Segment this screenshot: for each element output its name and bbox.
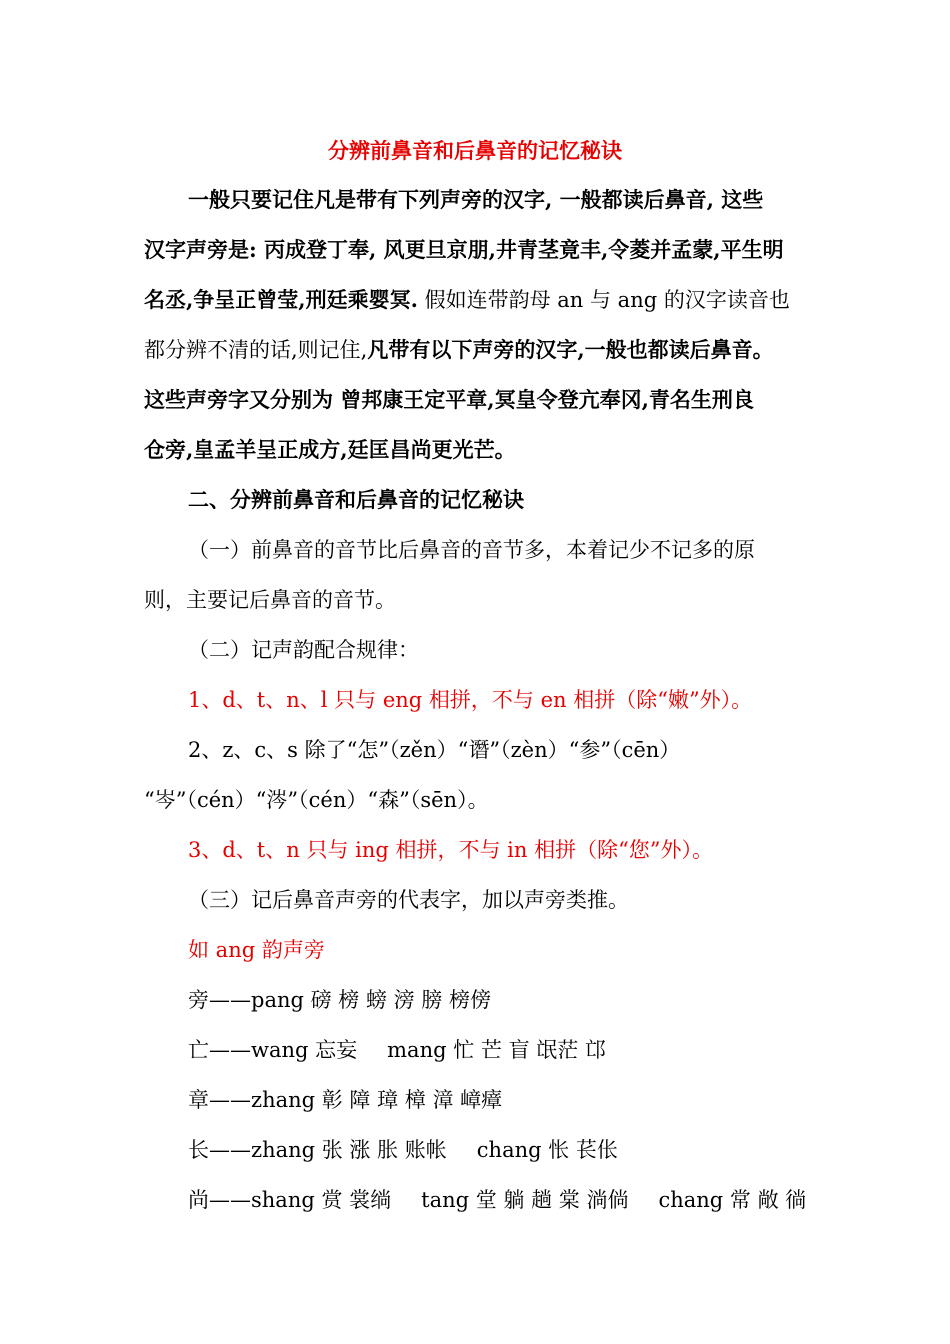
ang-heading: 如 ang 韵声旁 [188,938,325,962]
intro-line-4 [144,332,774,368]
row-shang-part-2: tang 堂 躺 趟 棠 淌倘 [421,1188,629,1212]
intro-line-3 [144,282,790,318]
rule-2-line-1: 2、z、c、s 除了“怎”（zěn）“谮”（zèn）“参”（cēn） [188,738,681,762]
row-shang-part-1: 尚——shang 赏 裳绱 [188,1188,392,1212]
intro-line-4-normal: 都分辨不清的话,则记住, [144,338,368,362]
rule-2-line-2: “岑”（cén）“涔”（cén）“森”（sēn）。 [144,788,489,812]
intro-line-3-bold: 名丞,争呈正曾莹,刑廷乘婴冥. [144,287,418,312]
rule-1: 1、d、t、n、l 只与 eng 相拼，不与 en 相拼（除“嫩”外）。 [188,688,753,712]
row-zhang-2 [188,1132,618,1168]
row-wang-part-1: 亡——wang 忘妄 [188,1038,358,1062]
row-pang: 旁——pang 磅 榜 螃 滂 膀 榜傍 [188,988,491,1012]
rule-3: 3、d、t、n 只与 ing 相拼，不与 in 相拼（除“您”外）。 [188,838,714,862]
paragraph-1-line-1: （一）前鼻音的音节比后鼻音的音节多，本着记少不记多的原 [188,538,755,562]
row-shang-part-3: chang 常 敞 徜 [658,1188,807,1212]
row-shang [188,1182,806,1218]
row-zhang-2-part-1: 长——zhang 张 涨 胀 账帐 [188,1138,447,1162]
intro-line-1: 一般只要记住凡是带有下列声旁的汉字, 一般都读后鼻音, 这些 [188,187,764,212]
row-zhang-1: 章——zhang 彰 障 璋 樟 漳 嶂瘴 [188,1088,503,1112]
document-title: 分辨前鼻音和后鼻音的记忆秘诀 [328,138,622,163]
paragraph-2: （二）记声韵配合规律： [188,638,419,662]
paragraph-3: （三）记后鼻音声旁的代表字，加以声旁类推。 [188,888,629,912]
paragraph-1-line-2: 则，主要记后鼻音的音节。 [144,588,396,612]
row-zhang-2-part-2: chang 怅 苌伥 [476,1138,618,1162]
row-wang-part-2: mang 忙 芒 盲 氓茫 邙 [387,1038,606,1062]
intro-line-6: 仓旁,皇孟羊呈正成方,廷匡昌尚更光芒。 [144,437,516,462]
row-wang [188,1032,606,1068]
intro-line-4-bold: 凡带有以下声旁的汉字,一般也都读后鼻音。 [367,337,774,362]
intro-line-3-normal: 假如连带韵母 an 与 ang 的汉字读音也 [417,288,790,312]
intro-line-2: 汉字声旁是: 丙成登丁奉, 风更旦京朋,井青茎竟丰,令菱并孟蒙,平生明 [144,237,784,262]
intro-line-5: 这些声旁字又分别为 曾邦康王定平章,冥皇令登亢奉冈,青名生刑良 [144,387,754,412]
section-heading: 二、分辨前鼻音和后鼻音的记忆秘诀 [188,487,524,512]
